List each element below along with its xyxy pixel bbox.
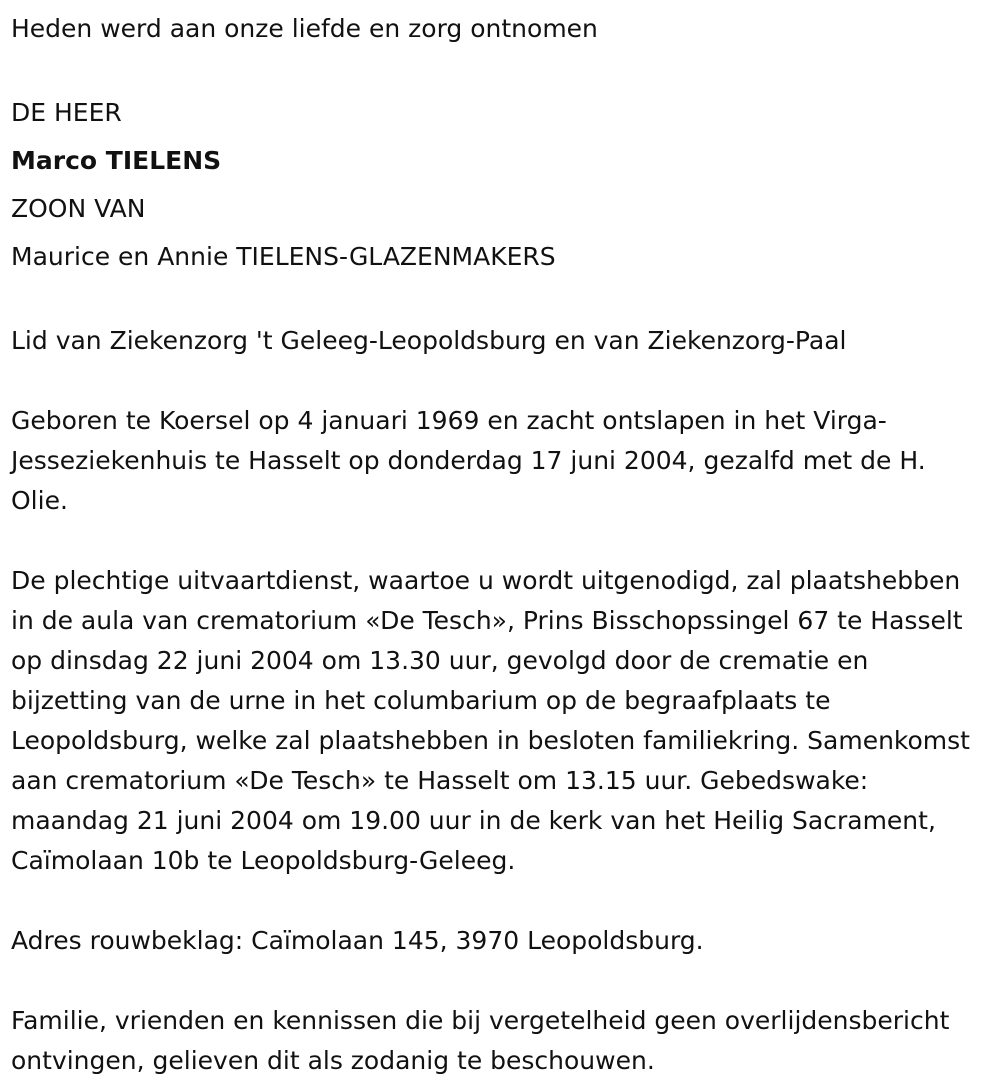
honorific-title: DE HEER (11, 98, 122, 127)
intro-text: Heden werd aan onze liefde en zorg ontnomen (11, 14, 598, 43)
spacer (11, 521, 1000, 561)
spacer (11, 281, 1000, 321)
membership-text: Lid van Ziekenzorg 't Geleeg-Leopoldsburg en van Ziekenzorg-Paal (11, 326, 847, 355)
spacer (11, 49, 1000, 89)
deceased-name: Marco TIELENS (11, 146, 222, 175)
funeral-service-paragraph: De plechtige uitvaartdienst, waartoe u wordt uitgenodigd, zal plaatshebben in de aula van crematorium «De Tesch», Prins Bisschopssingel 67 te Hasselt op dinsdag 22 juni 2004 om 13.30 uur, gevolgd door de crematie en bijzetting van de urne in het columbarium op de begraafplaats te Leopoldsburg, welke zal plaatshebben in besloten familiekring. Samenkomst aan crematorium «De Tesch» te Hasselt om 13.15 uur. Gebedswake: maandag 21 juni 2004 om 19.00 uur in de kerk van het Heilig Sacrament, Caïmolaan 10b te Leopoldsburg-Geleeg. (11, 566, 970, 875)
spacer (11, 881, 1000, 921)
birth-death-paragraph: Geboren te Koersel op 4 januari 1969 en zacht ontslapen in het Virga-Jesseziekenhuis te Hasselt op donderdag 17 juni 2004, gezalfd met de H. Olie. (11, 406, 926, 515)
condolence-address: Adres rouwbeklag: Caïmolaan 145, 3970 Leopoldsburg. (11, 926, 704, 955)
spacer (11, 961, 1000, 1001)
parents-names: Maurice en Annie TIELENS-GLAZENMAKERS (11, 242, 556, 271)
closing-paragraph: Familie, vrienden en kennissen die bij vergetelheid geen overlijdensbericht ontvingen, gelieven dit als zodanig te beschouwen. (11, 1006, 950, 1075)
relation-label: ZOON VAN (11, 194, 146, 223)
spacer (11, 361, 1000, 401)
